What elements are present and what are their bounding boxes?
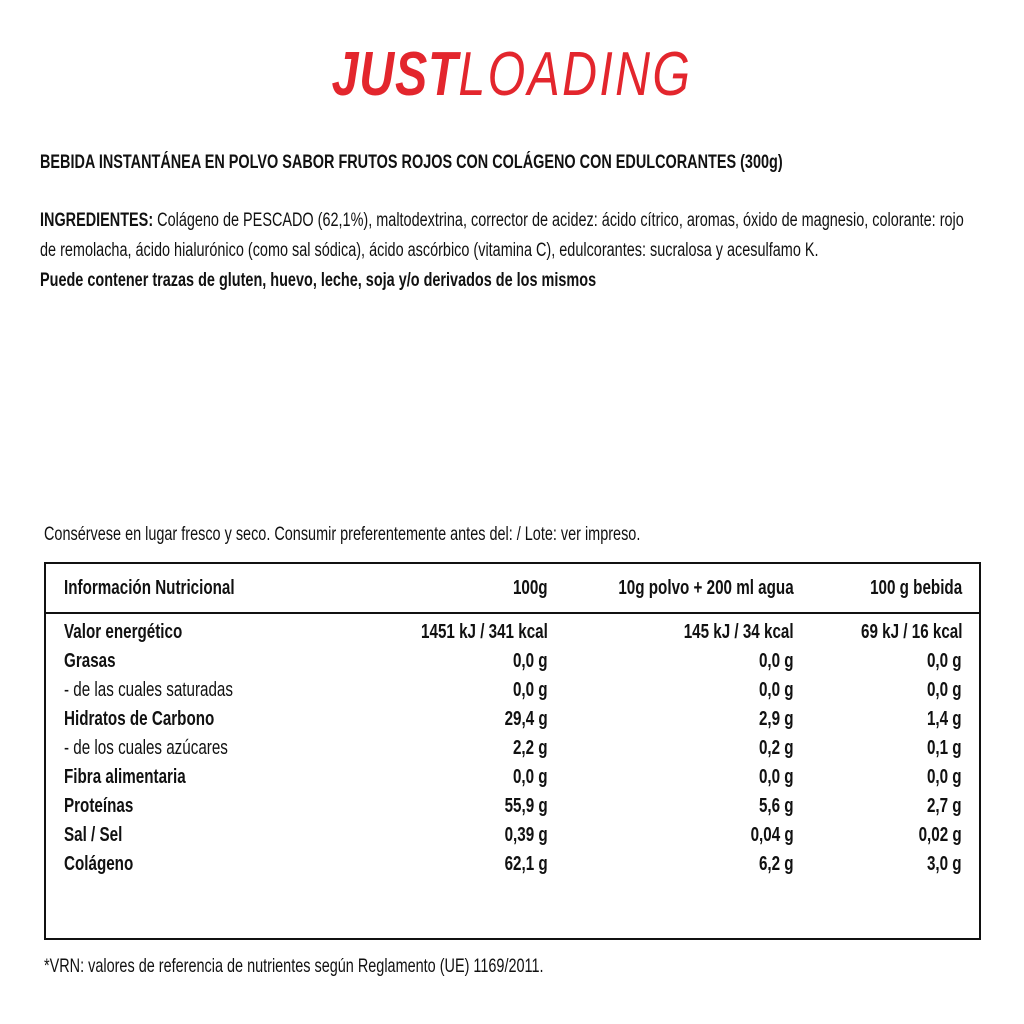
- value-serving: 0,2 g: [759, 737, 794, 759]
- value-100g: 55,9 g: [504, 795, 548, 817]
- value-100g-drink: 3,0 g: [927, 853, 962, 875]
- nutrition-table: [44, 562, 981, 940]
- value-serving: 6,2 g: [759, 853, 794, 875]
- value-100g: 2,2 g: [513, 737, 548, 759]
- nutrient-name: - de las cuales saturadas: [64, 679, 233, 701]
- value-100g: 62,1 g: [504, 853, 548, 875]
- table-row: [46, 618, 979, 647]
- nutrient-name: Grasas: [64, 650, 116, 672]
- storage-instructions: Consérvese en lugar fresco y seco. Consumir preferentemente antes del: / Lote: ver impreso.: [44, 524, 641, 545]
- value-100g: 29,4 g: [504, 708, 548, 730]
- value-100g-drink: 0,0 g: [927, 766, 962, 788]
- ingredients-block: [40, 206, 982, 296]
- table-row: [46, 734, 979, 763]
- value-100g: 0,0 g: [513, 650, 548, 672]
- nutrition-header-label: Información Nutricional: [64, 577, 235, 599]
- value-serving: 5,6 g: [759, 795, 794, 817]
- nutrient-name: - de los cuales azúcares: [64, 737, 228, 759]
- value-100g-drink: 0,0 g: [927, 650, 962, 672]
- value-serving: 0,0 g: [759, 766, 794, 788]
- table-row: [46, 763, 979, 792]
- nutrient-name: Sal / Sel: [64, 824, 123, 846]
- value-100g-drink: 0,02 g: [918, 824, 962, 846]
- value-100g-drink: 0,1 g: [927, 737, 962, 759]
- value-100g: 0,0 g: [513, 766, 548, 788]
- nutrition-header-serving: 10g polvo + 200 ml agua: [618, 577, 794, 599]
- nutrition-header-100g: 100g: [513, 577, 548, 599]
- nutrient-name: Colágeno: [64, 853, 134, 875]
- table-row: [46, 647, 979, 676]
- nutrition-header-row: [46, 574, 979, 603]
- table-row: [46, 792, 979, 821]
- ingredients-label: INGREDIENTES:: [40, 210, 154, 231]
- table-row: [46, 676, 979, 705]
- value-100g: 0,39 g: [504, 824, 548, 846]
- value-100g-drink: 69 kJ / 16 kcal: [860, 621, 962, 643]
- nutrition-header-divider: [46, 612, 979, 614]
- value-serving: 0,0 g: [759, 679, 794, 701]
- value-100g-drink: 0,0 g: [927, 679, 962, 701]
- value-100g: 0,0 g: [513, 679, 548, 701]
- nutrient-name: Proteínas: [64, 795, 134, 817]
- nutrient-name: Fibra alimentaria: [64, 766, 186, 788]
- value-serving: 0,0 g: [759, 650, 794, 672]
- value-100g-drink: 2,7 g: [927, 795, 962, 817]
- table-row: [46, 705, 979, 734]
- value-100g-drink: 1,4 g: [927, 708, 962, 730]
- product-title: BEBIDA INSTANTÁNEA EN POLVO SABOR FRUTOS ROJOS CON COLÁGENO CON EDULCORANTES (300g): [40, 152, 783, 173]
- ingredients-text: Colágeno de PESCADO (62,1%), maltodextrina, corrector de acidez: ácido cítrico, aromas, óxido de magnesio, colorante: rojo de remolacha, ácido hialurónico (como sal sódica), ácido ascórbico (vitamina C), edulcorantes: sucralosa y acesulfamo K.: [40, 210, 964, 261]
- table-row: [46, 821, 979, 850]
- footnote: *VRN: valores de referencia de nutrientes según Reglamento (UE) 1169/2011.: [44, 956, 544, 977]
- brand-logo-part1: JUST: [331, 40, 459, 109]
- brand-logo-part2: LOADING: [458, 40, 693, 109]
- value-100g: 1451 kJ / 341 kcal: [421, 621, 548, 643]
- value-serving: 2,9 g: [759, 708, 794, 730]
- allergen-statement: Puede contener trazas de gluten, huevo, leche, soja y/o derivados de los mismos: [40, 270, 597, 291]
- nutrition-header-100g-drink: 100 g bebida: [869, 577, 962, 599]
- brand-logo: [113, 40, 912, 110]
- value-serving: 0,04 g: [750, 824, 794, 846]
- value-serving: 145 kJ / 34 kcal: [684, 621, 794, 643]
- nutrient-name: Hidratos de Carbono: [64, 708, 215, 730]
- nutrient-name: Valor energético: [64, 621, 183, 643]
- table-row: [46, 850, 979, 879]
